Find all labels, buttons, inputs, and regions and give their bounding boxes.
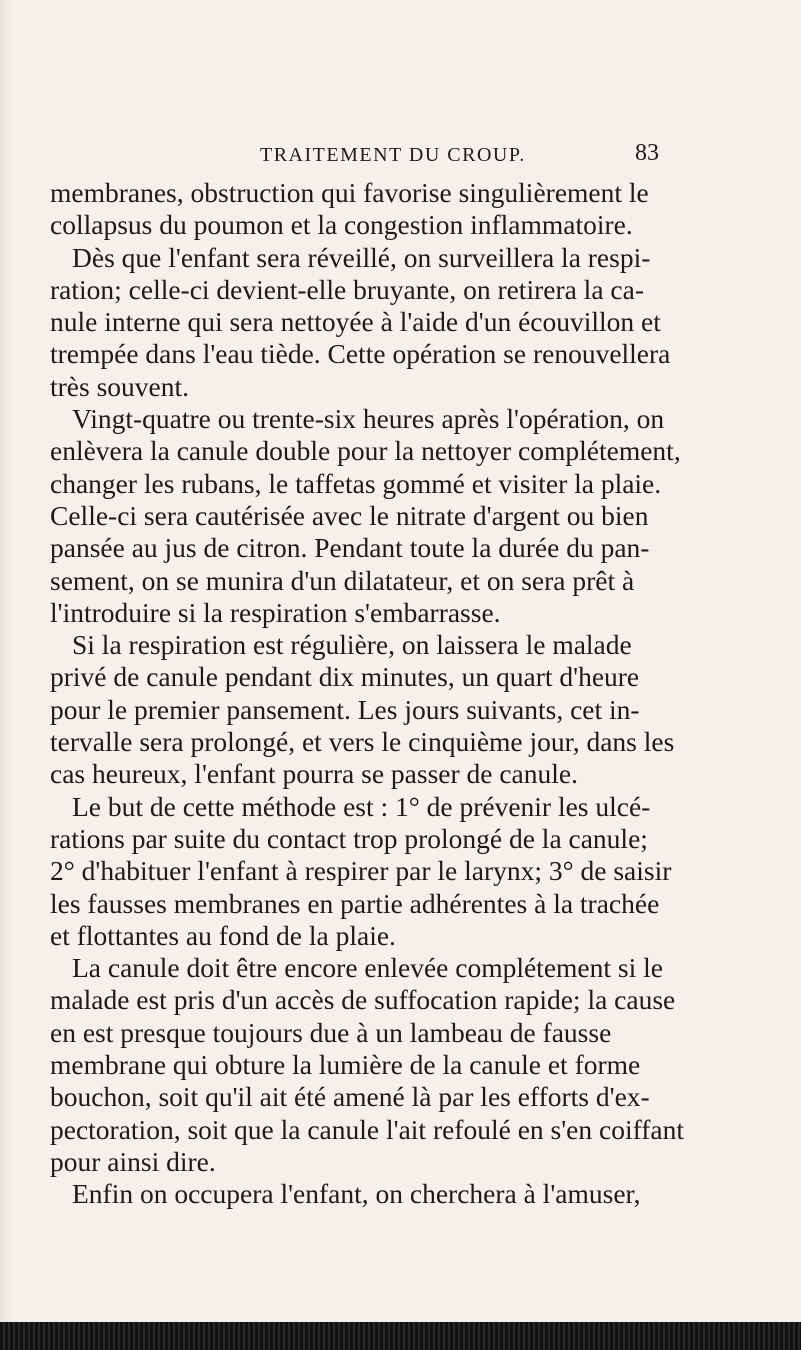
text-line: changer les rubans, le taffetas gommé et visiter la plaie. — [50, 467, 662, 499]
scan-bottom-edge — [0, 1322, 801, 1350]
text-line: membrane qui obture la lumière de la canule et forme — [50, 1049, 641, 1081]
text-line: et flottantes au fond de la plaie. — [50, 919, 396, 951]
running-title: TRAITEMENT DU CROUP. — [260, 144, 526, 166]
text-line: Enfin on occupera l'enfant, on cherchera à l'amuser, — [72, 1178, 641, 1210]
page-header — [0, 140, 801, 170]
text-line: tervalle sera prolongé, et vers le cinquième jour, dans les — [50, 726, 675, 758]
text-line: Vingt-quatre ou trente-six heures après l'opération, on — [72, 403, 665, 435]
text-line: bouchon, soit qu'il ait été amené là par les efforts d'ex- — [50, 1081, 650, 1113]
text-line: pour le premier pansement. Les jours suivants, cet in- — [50, 693, 640, 725]
page-edge-shadow — [0, 0, 14, 1322]
text-line: Si la respiration est régulière, on laissera le malade — [72, 629, 632, 661]
text-line: en est presque toujours due à un lambeau de fausse — [50, 1016, 612, 1048]
text-line: sement, on se munira d'un dilatateur, et on sera prêt à — [50, 564, 635, 596]
text-line: pour ainsi dire. — [50, 1145, 216, 1177]
page-number: 83 — [635, 140, 659, 166]
text-line: malade est pris d'un accès de suffocation rapide; la cause — [50, 984, 676, 1016]
text-line: enlèvera la canule double pour la nettoyer complétement, — [50, 435, 681, 467]
text-line: Le but de cette méthode est : 1° de prévenir les ulcé- — [72, 790, 651, 822]
text-line: l'introduire si la respiration s'embarrasse. — [50, 596, 501, 628]
text-line: rations par suite du contact trop prolongé de la canule; — [50, 822, 648, 854]
text-line: cas heureux, l'enfant pourra se passer de canule. — [50, 758, 578, 790]
text-line: nule interne qui sera nettoyée à l'aide d'un écouvillon et — [50, 306, 661, 338]
text-line: Celle-ci sera cautérisée avec le nitrate d'argent ou bien — [50, 499, 649, 531]
body-text — [50, 177, 770, 1211]
text-line: très souvent. — [50, 370, 190, 402]
text-line: Dès que l'enfant sera réveillé, on surveillera la respi- — [72, 241, 651, 273]
text-line: membranes, obstruction qui favorise singulièrement le — [50, 177, 649, 208]
text-line: pectoration, soit que la canule l'ait refoulé en s'en coiffant — [50, 1113, 685, 1145]
text-line: 2° d'habituer l'enfant à respirer par le larynx; 3° de saisir — [50, 855, 672, 887]
text-line: pansée au jus de citron. Pendant toute la durée du pan- — [50, 532, 650, 564]
text-line: trempée dans l'eau tiède. Cette opération se renouvellera — [50, 338, 671, 370]
text-line: collapsus du poumon et la congestion inflammatoire. — [50, 209, 633, 241]
text-line: ration; celle-ci devient-elle bruyante, on retirera la ca- — [50, 273, 644, 305]
text-line: privé de canule pendant dix minutes, un quart d'heure — [50, 661, 640, 693]
text-line: La canule doit être encore enlevée complétement si le — [72, 952, 663, 984]
text-line: les fausses membranes en partie adhérentes à la trachée — [50, 887, 660, 919]
